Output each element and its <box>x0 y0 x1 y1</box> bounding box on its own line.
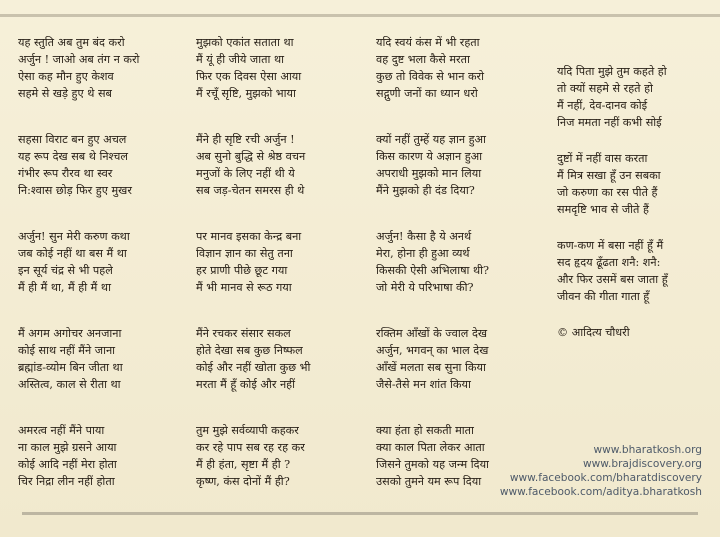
verse-line: क्या काल पिता लेकर आता <box>376 441 485 454</box>
stanza <box>557 237 720 305</box>
verse-line: वह दुष्ट भला कैसे मरता <box>376 53 470 66</box>
verse-line: कोई और नहीं खोता कुछ भी <box>196 361 311 374</box>
link-facebook-bharatdiscovery[interactable]: www.facebook.com/bharatdiscovery <box>509 472 702 484</box>
stanza <box>196 422 371 519</box>
stanza <box>557 150 720 218</box>
verse-line: चिर निद्रा लीन नहीं होता <box>18 475 115 488</box>
verse-line: मैंने मुझको ही दंड दिया? <box>376 184 475 197</box>
verse-line: मेरा, होना ही हुआ व्यर्थ <box>376 247 470 260</box>
link-brajdiscovery[interactable]: www.brajdiscovery.org <box>582 458 702 470</box>
verse-line: अर्जुन! सुन मेरी करुण कथा <box>18 230 130 243</box>
verse-line: यदि स्वयं कंस में भी रहता <box>376 36 480 49</box>
verse-line: और फिर उसमें बस जाता हूँ <box>557 273 668 286</box>
verse-line: यह स्तुति अब तुम बंद करो <box>18 36 125 49</box>
verse-line: मैं भी मानव से रूठ गया <box>196 281 292 294</box>
verse-line: सद हृदय ढूँढता शनै: शनै: <box>557 256 661 269</box>
stanza <box>196 325 371 422</box>
verse-line: सद्गुणी जनों का ध्यान धरो <box>376 87 478 100</box>
stanza <box>18 131 193 228</box>
verse-line: कोई आदि नहीं मेरा होता <box>18 458 117 471</box>
stanza <box>376 34 551 131</box>
verse-line: आँखें मलता सब सुना किया <box>376 361 486 374</box>
verse-line: अस्तित्व, काल से रीता था <box>18 378 121 391</box>
stanza <box>18 34 193 131</box>
verse-line: कण-कण में बसा नहीं हूँ मैं <box>557 239 664 252</box>
verse-line: समदृष्टि भाव से जीते हैं <box>557 203 649 216</box>
link-bharatkosh[interactable]: www.bharatkosh.org <box>593 444 702 456</box>
verse-line: सहसा विराट बन हुए अचल <box>18 133 127 146</box>
verse-line: कर रहे पाप सब रह रह कर <box>196 441 305 454</box>
verse-line: दुष्टों में नहीं वास करता <box>557 152 648 165</box>
stanza <box>18 228 193 325</box>
verse-line: जो करुणा का रस पीते हैं <box>557 186 658 199</box>
stanza <box>376 131 551 228</box>
verse-line: मैंने रचकर संसार सकल <box>196 327 291 340</box>
verse-line: पर मानव इसका केन्द्र बना <box>196 230 302 243</box>
verse-line: मैं ही मैं था, मैं ही मैं था <box>18 281 111 294</box>
verse-line: निज ममता नहीं कभी सोई <box>557 116 662 129</box>
verse-line: जीवन की गीता गाता हूँ <box>557 290 650 303</box>
verse-line: अब सुनो बुद्धि से श्रेष्ठ वचन <box>196 150 306 163</box>
stanza <box>376 228 551 325</box>
verse-line: मरता मैं हूँ कोई और नहीं <box>196 378 296 391</box>
poem-column-1 <box>18 34 193 519</box>
verse-line: किसकी ऐसी अभिलाषा थी? <box>376 264 490 277</box>
verse-line: क्या हंता हो सकती माता <box>376 424 474 437</box>
verse-line: गंभीर रूप रौरव था स्वर <box>18 167 113 180</box>
verse-line: ब्रह्मांड-व्योम बिन जीता था <box>18 361 123 374</box>
stanza <box>18 325 193 422</box>
verse-line: किस कारण ये अज्ञान हुआ <box>376 150 483 163</box>
verse-line: मैंने ही सृष्टि रची अर्जुन ! <box>196 133 295 146</box>
bottom-divider <box>22 512 698 515</box>
verse-line: अर्जुन! कैसा है ये अनर्थ <box>376 230 472 243</box>
verse-line: नि:श्वास छोड़ फिर हुए मुखर <box>18 184 132 197</box>
poem-column-2 <box>196 34 371 519</box>
verse-line: मनुजों के लिए नहीं थी ये <box>196 167 295 180</box>
verse-line: सब जड़-चेतन समरस ही थे <box>196 184 305 197</box>
verse-line: ऐसा कह मौन हुए केशव <box>18 70 114 83</box>
website-links <box>500 443 702 499</box>
verse-line: अपराधी मुझको मान लिया <box>376 167 482 180</box>
top-divider <box>0 14 720 17</box>
verse-line: जिसने तुमको यह जन्म दिया <box>376 458 489 471</box>
verse-line: कोई साथ नहीं मैंने जाना <box>18 344 116 357</box>
verse-line: जैसे-तैसे मन शांत किया <box>376 378 471 391</box>
poem-column-4 <box>557 63 720 341</box>
verse-line: कृष्ण, कंस दोनों मैं ही? <box>196 475 290 488</box>
verse-line: मैं ही हंता, सृष्टा मैं ही ? <box>196 458 291 471</box>
verse-line: यदि पिता मुझे तुम कहते हो <box>557 65 667 78</box>
verse-line: क्यों नहीं तुम्हें यह ज्ञान हुआ <box>376 133 486 146</box>
stanza <box>196 228 371 325</box>
verse-line: मैं यूं ही जीये जाता था <box>196 53 285 66</box>
verse-line: जब कोई नहीं था बस मैं था <box>18 247 127 260</box>
verse-line: हर प्राणी पीछे छूट गया <box>196 264 288 277</box>
stanza <box>196 131 371 228</box>
copyright-line: © आदित्य चौधरी <box>557 326 630 339</box>
link-facebook-aditya[interactable]: www.facebook.com/aditya.bharatkosh <box>499 486 702 498</box>
verse-line: इन सूर्य चंद्र से भी पहले <box>18 264 113 277</box>
verse-line: अमरत्व नहीं मैंने पाया <box>18 424 105 437</box>
verse-line: मैं नहीं, देव-दानव कोई <box>557 99 648 112</box>
verse-line: जो मेरी ये परिभाषा की? <box>376 281 474 294</box>
verse-line: तुम मुझे सर्वव्यापी कहकर <box>196 424 299 437</box>
verse-line: मैं रचूँ सृष्टि, मुझको भाया <box>196 87 296 100</box>
verse-line: सहमे से खड़े हुए थे सब <box>18 87 112 100</box>
verse-line: उसको तुमने यम रूप दिया <box>376 475 482 488</box>
verse-line: फिर एक दिवस ऐसा आया <box>196 70 302 83</box>
verse-line: मुझको एकांत सताता था <box>196 36 294 49</box>
verse-line: होते देखा सब कुछ निष्फल <box>196 344 303 357</box>
verse-line: विज्ञान ज्ञान का सेतु तना <box>196 247 293 260</box>
verse-line: अर्जुन, भगवन् का भाल देख <box>376 344 489 357</box>
verse-line: रक्तिम आँखों के ज्वाल देख <box>376 327 488 340</box>
verse-line: अर्जुन ! जाओ अब तंग न करो <box>18 53 140 66</box>
verse-line: मैं अगम अगोचर अनजाना <box>18 327 122 340</box>
stanza <box>18 422 193 519</box>
verse-line: यह रूप देख सब थे निश्चल <box>18 150 128 163</box>
verse-line: ना काल मुझे ग्रसने आया <box>18 441 117 454</box>
verse-line: कुछ तो विवेक से भान करो <box>376 70 485 83</box>
verse-line: तो क्यों सहमे से रहते हो <box>557 82 653 95</box>
verse-line: मैं मित्र सखा हूँ उन सबका <box>557 169 661 182</box>
stanza <box>376 325 551 422</box>
stanza <box>196 34 371 131</box>
stanza <box>557 63 720 131</box>
column-4-stanzas <box>557 63 720 305</box>
